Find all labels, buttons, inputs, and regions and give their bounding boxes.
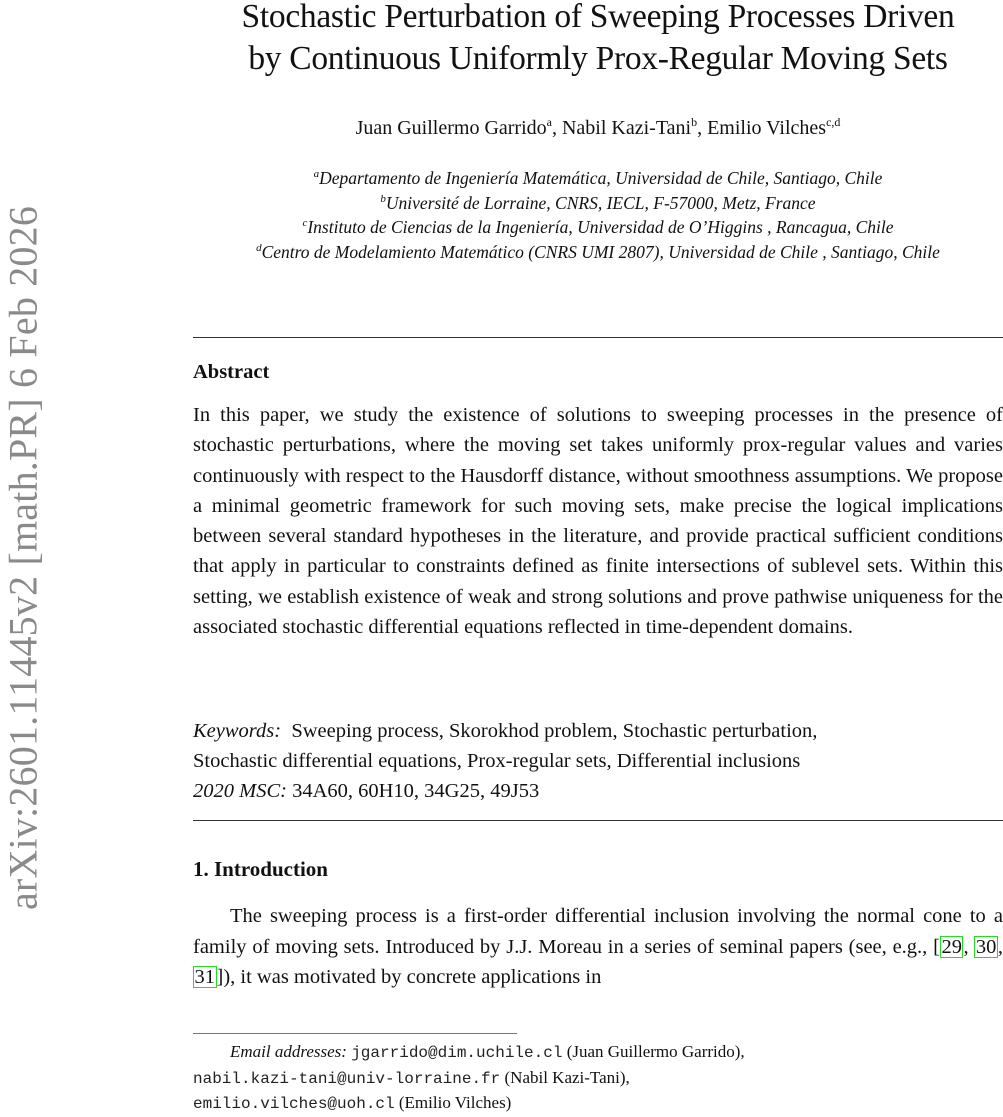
affiliation-item: [193, 166, 1003, 191]
citation-link-29[interactable]: 29: [941, 935, 962, 958]
author-affil-mark: b: [691, 115, 698, 129]
author-separator: ,: [697, 117, 708, 139]
author-affil-mark: c,d: [826, 115, 841, 129]
introduction-paragraph: The sweeping process is a first-order differential inclusion involving the normal cone to a family of moving sets. Introduced by J.J. Moreau in a series of seminal papers (see, e.g., [29, 30, 31]), it was motivated by concrete applications in: [193, 905, 1003, 988]
email-owner: (Nabil Kazi-Tani),: [504, 1067, 630, 1087]
arxiv-identifier-stamp: [0, 182, 46, 934]
affiliation-text: Centro de Modelamiento Matemático (CNRS UMI 2807), Universidad de Chile , Santiago, Chile: [261, 241, 940, 262]
affiliation-text: Université de Lorraine, CNRS, IECL, F-57000, Metz, France: [385, 192, 816, 213]
paper-title: [193, 0, 1003, 80]
section-heading-introduction: 1. Introduction: [193, 857, 328, 881]
citation-link-30[interactable]: 30: [975, 935, 997, 958]
author-affil-mark: a: [546, 115, 552, 129]
author-name: Juan Guillermo Garrido: [355, 117, 547, 139]
affiliation-text: Instituto de Ciencias de la Ingeniería, Universidad de O’Higgins , Rancagua, Chile: [307, 217, 894, 237]
abstract-heading: Abstract: [193, 361, 270, 383]
footnote-label: Email addresses:: [230, 1042, 347, 1061]
intro-text-before: The sweeping process is a first-order differential inclusion involving the normal cone to a family of moving sets. Introduced by J.J. Moreau in a series of seminal papers (see, e.g., [: [193, 905, 1003, 958]
keywords-line-1: [193, 716, 1003, 746]
email-address[interactable]: emilio.vilches@uoh.cl: [193, 1095, 395, 1113]
author-name: Emilio Vilches: [707, 117, 827, 139]
keywords-label: Keywords:: [193, 720, 282, 742]
keywords-line-2: Stochastic differential equations, Prox-regular sets, Differential inclusions: [193, 750, 801, 772]
citation-link-31[interactable]: 31: [194, 966, 215, 988]
author-name: Nabil Kazi-Tani: [561, 117, 692, 139]
email-footnote: [193, 1040, 1003, 1117]
msc-label: 2020 MSC:: [193, 780, 287, 802]
email-owner: (Juan Guillermo Garrido),: [566, 1042, 745, 1061]
abstract-bottom-divider: [193, 820, 1003, 821]
affiliation-text: Departamento de Ingeniería Matemática, Universidad de Chile, Santiago, Chile: [319, 168, 883, 188]
affiliation-mark: c: [302, 217, 308, 229]
msc-line: [193, 776, 1003, 806]
email-address[interactable]: nabil.kazi-tani@univ-lorraine.fr: [193, 1069, 501, 1088]
email-address[interactable]: jgarrido@dim.uchile.cl: [351, 1044, 563, 1062]
abstract-top-divider: [193, 337, 1003, 338]
intro-text-after: ]), it was motivated by concrete applications in: [216, 966, 602, 988]
title-line-1: Stochastic Perturbation of Sweeping Processes Driven: [241, 0, 955, 35]
affiliation-item: [193, 191, 1003, 216]
abstract-body: In this paper, we study the existence of solutions to sweeping processes in the presence of stochastic perturbations, where the moving set takes uniformly prox-regular values and varies continuously with respect to the Hausdorff distance, without smoothness assumptions. We propose a minimal geometric framework for such moving sets, make precise the logical implications between several standard hypotheses in the literature, and provide practical sufficient conditions that apply in particular to constraints defined as finite intersections of sublevel sets. Within this setting, we establish existence of weak and strong solutions and prove pathwise uniqueness for the associated stochastic differential equations reflected in time-dependent domains.: [193, 404, 1003, 639]
affiliation-mark: d: [256, 241, 262, 254]
affiliation-item: [193, 215, 1003, 240]
msc-codes: 34A60, 60H10, 34G25, 49J53: [292, 780, 540, 802]
affiliation-list: [193, 166, 1003, 264]
footnote-divider: [193, 1033, 517, 1034]
affiliation-mark: a: [313, 168, 320, 180]
title-line-2: by Continuous Uniformly Prox-Regular Moving Sets: [248, 40, 948, 77]
author-separator: ,: [551, 117, 562, 139]
arxiv-stamp-text: arXiv:2601.11445v2 [math.PR] 6 Feb 2026: [0, 205, 46, 911]
keywords-text-1: Sweeping process, Skorokhod problem, Stochastic perturbation,: [291, 720, 818, 742]
affiliation-item: [193, 240, 1003, 265]
keywords-block: [193, 716, 1003, 806]
email-owner: (Emilio Vilches): [398, 1093, 512, 1112]
affiliation-mark: b: [380, 192, 386, 205]
author-list: [193, 116, 1003, 140]
